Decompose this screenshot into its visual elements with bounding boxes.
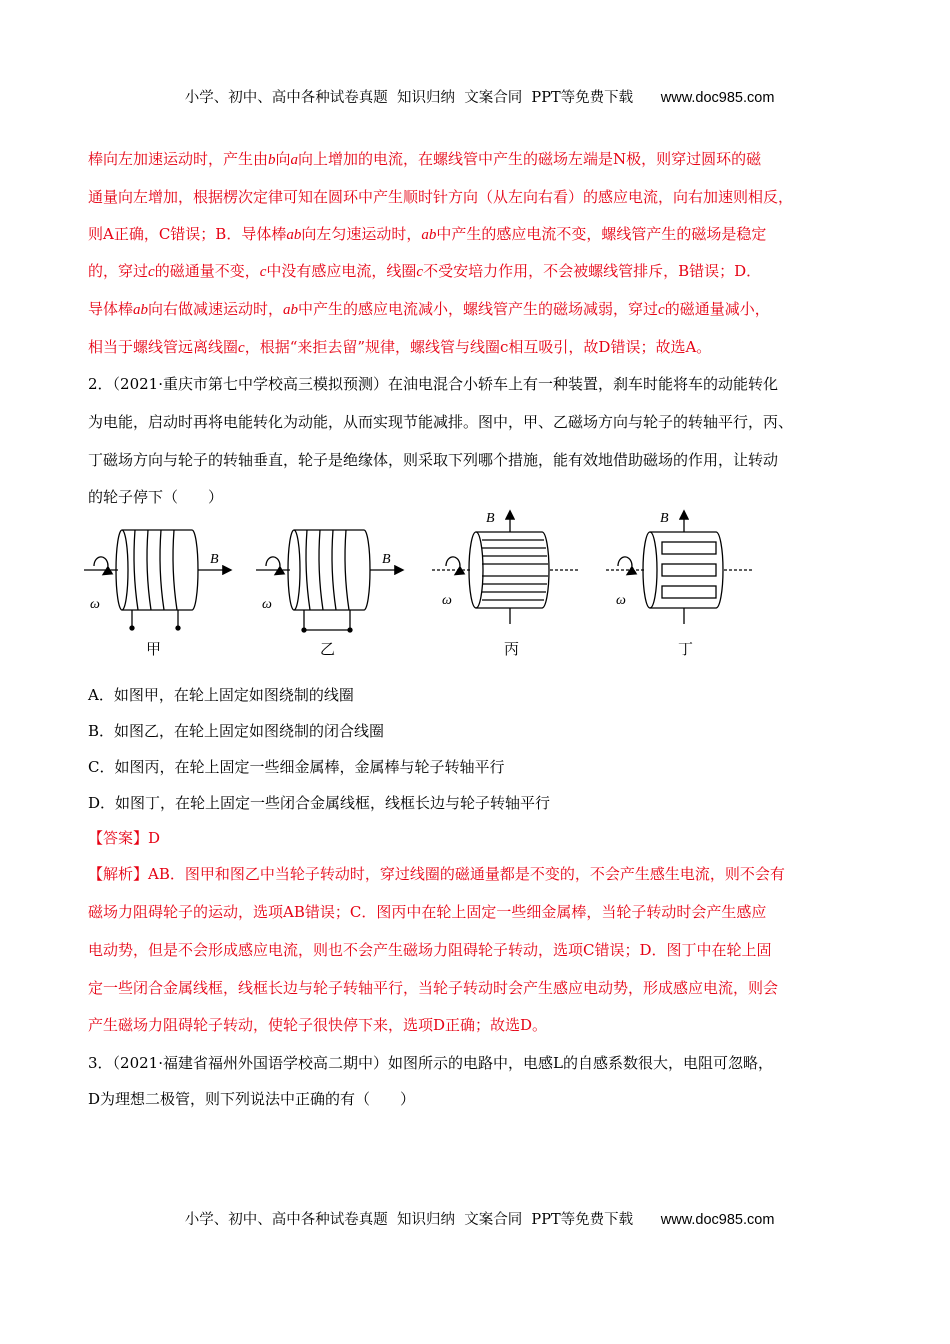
page-footer: [0, 1192, 950, 1229]
omega-label-jia: ω: [90, 597, 100, 612]
q2-stem-line-1: 2．（2021·重庆市第七中学校高三模拟预测）在油电混合小轿车上有一种装置，刹车时能将车的动能转化: [88, 375, 778, 393]
q2-stem-line-4: 的轮子停下（ ）: [88, 488, 224, 506]
field-label-yi: B: [382, 552, 391, 567]
wheel-bing-diagram: [432, 512, 580, 624]
caption-jia: 甲: [146, 640, 162, 658]
q2-option-d: D．如图丁，在轮上固定一些闭合金属线框，线框长边与轮子转轴平行: [88, 794, 551, 812]
omega-label-yi: ω: [262, 597, 272, 612]
q2-analysis-line-2: 磁场力阻碍轮子的运动，选项AB错误；C．图丙中在轮上固定一些细金属棒，当轮子转动时会产生感应: [88, 903, 767, 921]
footer-text: 小学、初中、高中各种试卷真题 知识归纳 文案合同 PPT等免费下载: [184, 1212, 634, 1228]
analysis-label: 【解析】: [88, 865, 149, 883]
field-label-ding: B: [660, 511, 669, 526]
q2-option-b: B．如图乙，在轮上固定如图绕制的闭合线圈: [88, 722, 385, 740]
q3-stem-line-2: D为理想二极管，则下列说法中正确的有（ ）: [88, 1090, 416, 1108]
q2-figure: [80, 508, 770, 658]
q2-analysis-line-3: 电动势，但是不会形成感应电流，则也不会产生磁场力阻碍轮子转动，选项C错误；D．图丁中在轮上固: [88, 941, 772, 959]
q2-answer: [88, 827, 160, 848]
answer-label: 【答案】: [88, 829, 149, 847]
wheel-ding-diagram: [606, 512, 752, 624]
q2-analysis-line-4: 定一些闭合金属线框，线框长边与轮子转轴平行，当轮子转动时会产生感应电动势，形成感应电流，则会: [88, 979, 779, 997]
caption-yi: 乙: [320, 640, 336, 658]
q2-analysis-line-5: 产生磁场力阻碍轮子转动，使轮子很快停下来，选项D正确；故选D。: [88, 1016, 548, 1034]
coil-jia-diagram: [84, 530, 230, 630]
prev-solution-line-2: 通量向左增加，根据楞次定律可知在圆环中产生顺时针方向（从左向右看）的感应电流，向右加速则相反，: [88, 188, 794, 206]
q2-analysis-line-1: 【解析】AB．图甲和图乙中当轮子转动时，穿过线圈的磁通量都是不变的，不会产生感生电流，则不会有: [88, 865, 785, 883]
caption-bing: 丙: [504, 640, 520, 658]
q2-option-a: A．如图甲，在轮上固定如图绕制的线圈: [88, 686, 354, 704]
prev-solution-line-4: 的，穿过c的磁通量不变，c中没有感应电流，线圈c不受安培力作用，不会被螺线管排斥，B错误；D．: [88, 262, 762, 280]
field-label-bing: B: [486, 511, 495, 526]
field-label-jia: B: [210, 552, 219, 567]
page-header: [0, 70, 950, 107]
coil-yi-diagram: [256, 530, 402, 632]
prev-solution-line-1: 棒向左加速运动时，产生由b向a向上增加的电流，在螺线管中产生的磁场左端是N极，则穿过圆环的磁: [88, 150, 762, 168]
answer-value: D: [148, 829, 161, 847]
omega-label-bing: ω: [442, 593, 452, 608]
footer-site: www.doc985.com: [660, 1212, 775, 1228]
prev-solution-line-6: 相当于螺线管远离线圈c，根据“来拒去留”规律，螺线管与线圈c相互吸引，故D错误；故选A。: [88, 338, 712, 356]
q2-option-c: C．如图丙，在轮上固定一些细金属棒，金属棒与轮子转轴平行: [88, 758, 505, 776]
q2-stem-line-2: 为电能，启动时再将电能转化为动能，从而实现节能减排。图中，甲、乙磁场方向与轮子的转轴平行，丙、: [88, 413, 794, 431]
prev-solution-line-5: 导体棒ab向右做减速运动时，ab中产生的感应电流减小，螺线管产生的磁场减弱，穿过c的磁通量减小，: [88, 300, 770, 318]
q3-stem-line-1: 3．（2021·福建省福州外国语学校高二期中）如图所示的电路中，电感L的自感系数很大，电阻可忽略，: [88, 1054, 773, 1072]
omega-label-ding: ω: [616, 593, 626, 608]
header-site: www.doc985.com: [660, 90, 775, 106]
caption-ding: 丁: [678, 640, 694, 658]
prev-solution-line-3: 则A正确，C错误；B．导体棒ab向左匀速运动时，ab中产生的感应电流不变，螺线管产生的磁场是稳定: [88, 225, 767, 243]
q2-stem-line-3: 丁磁场方向与轮子的转轴垂直，轮子是绝缘体，则采取下列哪个措施，能有效地借助磁场的作用，让转动: [88, 451, 779, 469]
header-text: 小学、初中、高中各种试卷真题 知识归纳 文案合同 PPT等免费下载: [184, 90, 634, 106]
